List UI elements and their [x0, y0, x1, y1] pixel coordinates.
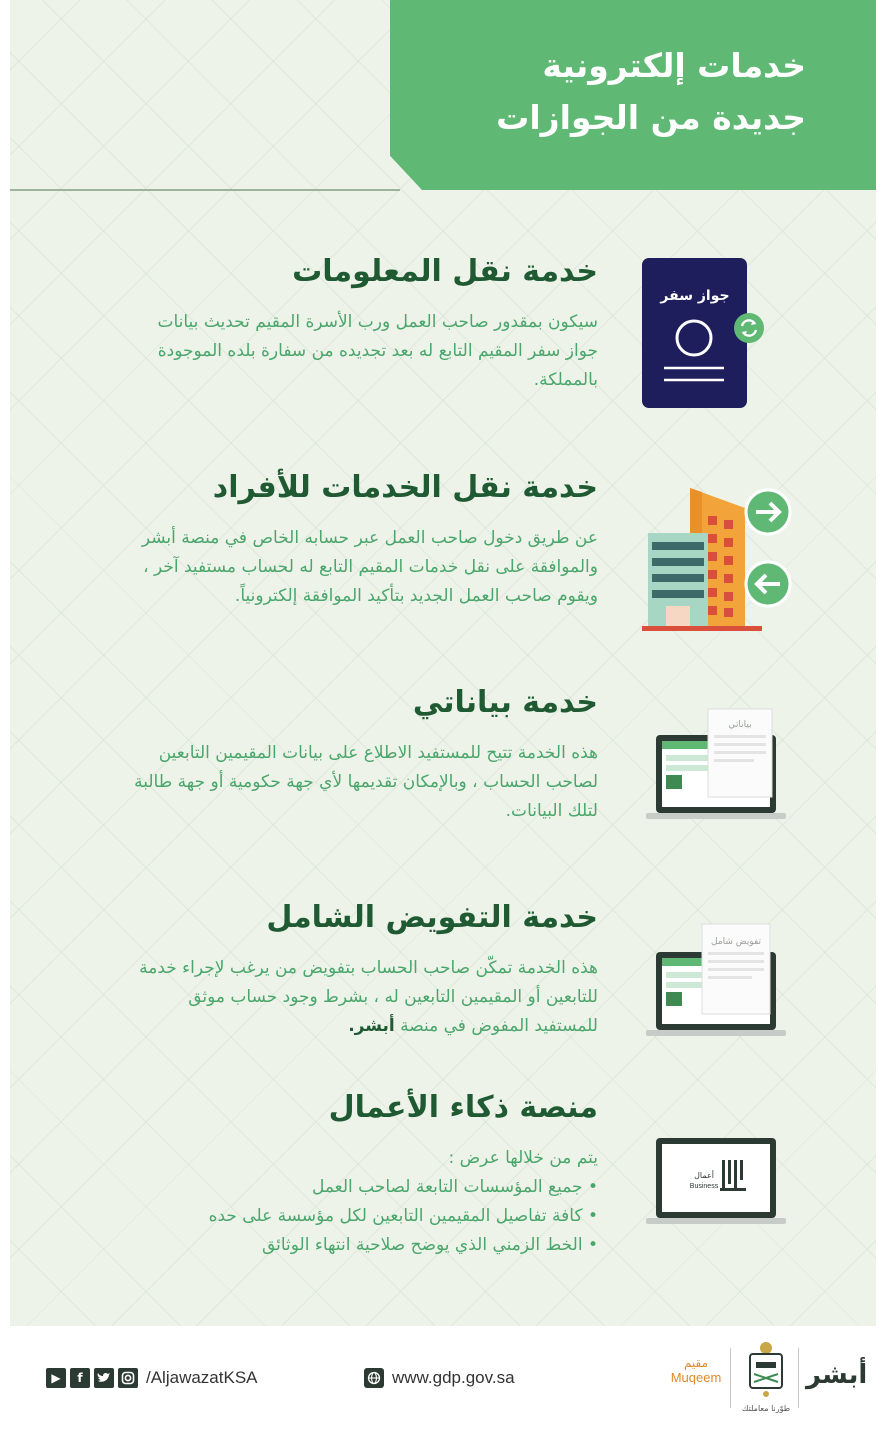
website-link[interactable]	[364, 1368, 515, 1388]
passports-emblem	[738, 1340, 794, 1413]
service-description	[128, 1144, 598, 1260]
list-item: • جميع المؤسسات التابعة لصاحب العمل	[128, 1173, 598, 1202]
service-description: سيكون بمقدور صاحب العمل ورب الأسرة المقيم تحديث بيانات جواز سفر المقيم التابع له بعد تجديده من سفارة بلده الموجودة بالمملكة.	[157, 312, 598, 390]
footer-divider	[798, 1348, 799, 1408]
service-title: خدمة بياناتي	[412, 685, 598, 720]
business-label-en: Business	[689, 1183, 719, 1190]
laptop-document-icon	[642, 705, 792, 825]
emblem-caption: طوّرنا معاملتك	[741, 1404, 791, 1413]
muqeem-label-ar: مقيم	[683, 1356, 709, 1370]
laptop-document-icon	[642, 922, 792, 1042]
service-section-business-intelligence	[10, 1090, 876, 1290]
page-title	[406, 40, 806, 144]
service-section-info-transfer	[10, 250, 876, 420]
service-section-services-transfer	[10, 470, 876, 650]
service-section-my-data	[10, 685, 876, 835]
service-description-text: هذه الخدمة تمكّن صاحب الحساب بتفويض من يرغب لإجراء خدمة للتابعين أو المقيمين التابعين له ، بشرط وجود حساب موثق للمستفيد المفوض في منصة	[139, 958, 598, 1036]
bullet-intro: يتم من خلالها عرض :	[448, 1148, 598, 1168]
list-item: • كافة تفاصيل المقيمين التابعين لكل مؤسسة على حده	[128, 1202, 598, 1231]
absher-emphasis: أبشر.	[348, 1016, 395, 1036]
header-divider	[10, 189, 400, 191]
facebook-icon[interactable]: f	[70, 1368, 90, 1388]
muqeem-label-en: Muqeem	[670, 1370, 722, 1385]
service-title: خدمة التفويض الشامل	[266, 900, 598, 935]
instagram-icon[interactable]	[118, 1368, 138, 1388]
twitter-icon[interactable]	[94, 1368, 114, 1388]
muqeem-logo	[668, 1356, 724, 1385]
footer-divider	[730, 1348, 731, 1408]
service-description: هذه الخدمة تتيح للمستفيد الاطلاع على بيانات المقيمين التابعين لصاحب الحساب ، وبالإمكان تقديمها لأي جهة حكومية أو جهة طالبة لتلك البيانات.	[134, 743, 598, 821]
document-label: تفويض شامل	[710, 937, 762, 947]
poster	[10, 0, 876, 1326]
footer	[0, 1326, 886, 1441]
social-handle[interactable]: /AljawazatKSA	[146, 1368, 258, 1387]
service-description: عن طريق دخول صاحب العمل عبر حسابه الخاص في منصة أبشر والموافقة على نقل خدمات المقيم التابع له لحساب مستفيد آخر ، ويقوم صاحب العمل الجديد بتأكيد الموافقة إلكترونياً.	[141, 528, 598, 606]
bullet-list	[128, 1173, 598, 1260]
list-item: • الخط الزمني الذي يوضح صلاحية انتهاء الوثائق	[128, 1231, 598, 1260]
passport-label: جواز سفر	[660, 288, 730, 304]
youtube-icon[interactable]: ▶	[46, 1368, 66, 1388]
buildings-transfer-icon	[640, 478, 800, 638]
absher-logo: أبشر	[806, 1360, 868, 1390]
social-links	[46, 1368, 258, 1388]
passport-icon	[640, 256, 770, 411]
page-title-line2: جديدة من الجوازات	[496, 98, 806, 137]
service-section-full-authorization	[10, 900, 876, 1050]
page-title-line1: خدمات إلكترونية	[542, 46, 806, 85]
business-label-ar: أعمال	[694, 1171, 714, 1180]
service-title: منصة ذكاء الأعمال	[328, 1090, 598, 1125]
service-description	[128, 954, 598, 1041]
document-label: بياناتي	[728, 720, 752, 730]
globe-icon	[364, 1368, 384, 1388]
service-title: خدمة نقل الخدمات للأفراد	[212, 470, 598, 505]
website-url[interactable]: www.gdp.gov.sa	[392, 1368, 515, 1387]
laptop-business-icon	[642, 1130, 792, 1230]
service-title: خدمة نقل المعلومات	[292, 254, 598, 289]
